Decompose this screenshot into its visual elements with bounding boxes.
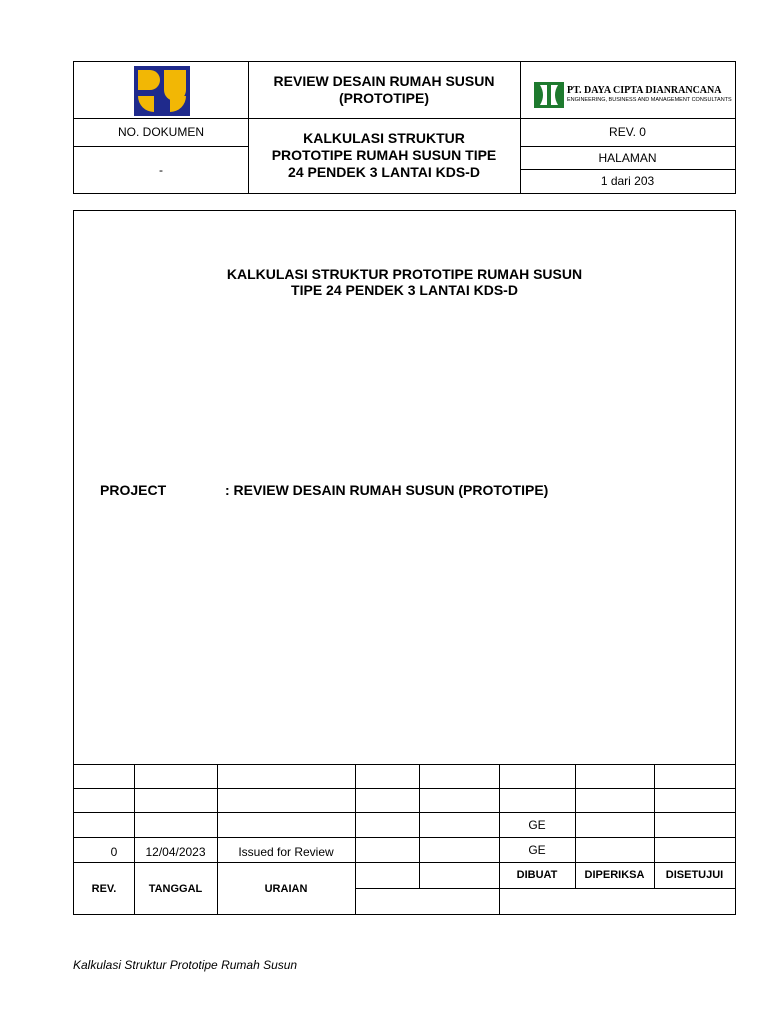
divider: [74, 837, 735, 838]
revision-label: REV. 0: [609, 125, 646, 139]
uraian-header: URAIAN: [264, 882, 308, 895]
project-label: PROJECT: [100, 482, 167, 498]
project-value: : REVIEW DESAIN RUMAH SUSUN (PROTOTIPE): [225, 482, 549, 498]
page-value: 1 dari 203: [600, 174, 655, 188]
divider: [355, 764, 356, 915]
page-footer: Kalkulasi Struktur Prototipe Rumah Susun: [73, 958, 298, 972]
divider: [355, 888, 735, 889]
disetujui-header: DISETUJUI: [665, 869, 724, 881]
document-header: [73, 61, 736, 194]
company-tagline: ENGINEERING, BUSINESS AND MANAGEMENT CONSULTANTS: [567, 97, 732, 103]
rev-header: REV.: [91, 882, 117, 895]
page-label: HALAMAN: [598, 150, 657, 165]
dibuat-cell: GE: [528, 817, 546, 832]
doc-title: [248, 118, 520, 193]
diperiksa-header: DIPERIKSA: [584, 869, 645, 881]
ministry-logo: [134, 66, 190, 116]
company-name: PT. DAYA CIPTA DIANRANCANA: [567, 85, 722, 96]
tanggal-cell: 12/04/2023: [145, 845, 206, 859]
doc-number-label: NO. DOKUMEN: [117, 125, 204, 139]
divider: [74, 788, 735, 789]
dibuat-header: DIBUAT: [516, 869, 558, 881]
doc-number-value: -: [159, 162, 163, 177]
doc-title-line1: KALKULASI STRUKTUR: [303, 130, 465, 146]
uraian-cell: Issued for Review: [238, 845, 334, 859]
company-mark-icon: [534, 82, 564, 108]
project-title-line2: (PROTOTIPE): [339, 90, 429, 106]
rev-cell: 0: [110, 845, 118, 859]
project-title-line1: REVIEW DESAIN RUMAH SUSUN: [273, 73, 495, 89]
cover-title-line1: KALKULASI STRUKTUR PROTOTIPE RUMAH SUSUN: [226, 266, 583, 282]
divider: [74, 812, 735, 813]
cover-page-body: [73, 210, 736, 915]
divider: [419, 764, 420, 888]
cover-title-line2: TIPE 24 PENDEK 3 LANTAI KDS-D: [291, 282, 518, 298]
doc-title-line2: PROTOTIPE RUMAH SUSUN TIPE: [271, 147, 497, 163]
divider: [74, 764, 735, 765]
cover-title: [74, 266, 735, 298]
company-logo: [534, 80, 730, 110]
project-title: [248, 62, 520, 118]
revision-table: [74, 764, 735, 915]
doc-title-line3: 24 PENDEK 3 LANTAI KDS-D: [288, 164, 480, 180]
dibuat-cell: GE: [528, 842, 546, 857]
tanggal-header: TANGGAL: [148, 882, 203, 895]
